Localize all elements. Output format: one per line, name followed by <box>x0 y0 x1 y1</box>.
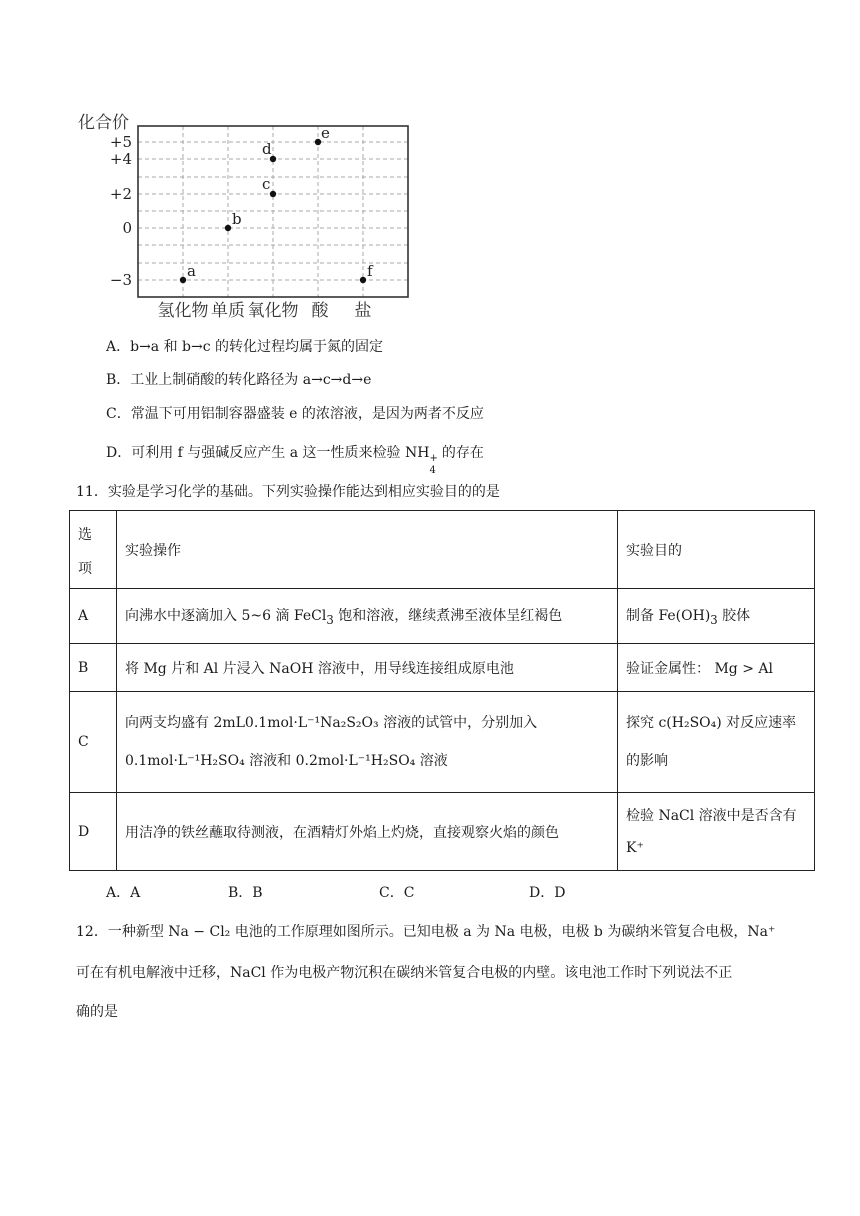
row-goal: 验证金属性： Mg > Al <box>618 644 815 692</box>
data-point-c <box>270 191 276 197</box>
goal-line: 检验 NaCl 溶液中是否含有 <box>626 807 797 824</box>
nh4-sub: 4 <box>429 465 436 476</box>
header-operation: 实验操作 <box>117 511 618 589</box>
row-key: A <box>70 589 117 644</box>
q10-option-b: B．工业上制硝酸的转化路径为 a→c→d→e <box>106 372 372 388</box>
goal-text: 制备 Fe(OH) <box>626 608 711 625</box>
goal-text: 胶体 <box>717 608 751 625</box>
nh4-sup: + <box>429 453 438 464</box>
q12-line2: 可在有机电解液中迁移，NaCl 作为电极产物沉积在碳纳米管复合电极的内壁。该电池工作时下列说法不正 <box>76 965 733 981</box>
q10-option-d-suffix: 的存在 <box>437 445 484 461</box>
row-operation <box>117 692 618 793</box>
q10-option-c: C．常温下可用铝制容器盛装 e 的浓溶液，是因为两者不反应 <box>106 406 484 422</box>
goal-line: 的影响 <box>626 753 668 769</box>
q11-stem: 11．实验是学习化学的基础。下列实验操作能达到相应实验目的的是 <box>76 484 500 500</box>
x-category-label: 氢化物 <box>157 301 209 321</box>
row-key: D <box>70 793 117 871</box>
op-text: 向沸水中逐滴加入 5~6 滴 FeCl <box>125 608 327 625</box>
q10-option-d <box>106 443 484 476</box>
x-category-label: 盐 <box>354 301 372 321</box>
table-row <box>70 793 815 871</box>
row-goal <box>618 793 815 871</box>
data-point-a <box>180 277 186 283</box>
x-category-label: 酸 <box>311 301 329 321</box>
answer-choice: A．A <box>106 885 141 901</box>
x-category-label: 单质 <box>211 301 245 321</box>
y-tick-label: 0 <box>122 219 132 237</box>
q10-option-a: A．b→a 和 b→c 的转化过程均属于氮的固定 <box>106 339 384 355</box>
table-row <box>70 589 815 644</box>
y-tick-label: −3 <box>109 271 132 289</box>
experiment-table <box>69 510 815 871</box>
table-row <box>70 644 815 692</box>
y-tick-label: +2 <box>109 185 132 203</box>
answer-choice: C．C <box>379 885 415 901</box>
header-goal: 实验目的 <box>618 511 815 589</box>
table-row <box>70 692 815 793</box>
x-category-label: 氧化物 <box>247 301 299 321</box>
op-sub: 3 <box>326 612 334 627</box>
data-point-b <box>225 225 231 231</box>
y-axis-label: 化合价 <box>78 113 129 133</box>
table-header-row <box>70 511 815 589</box>
goal-line: K⁺ <box>626 839 644 856</box>
row-key: C <box>70 692 117 793</box>
y-tick-label: +5 <box>109 133 132 151</box>
valence-chart <box>70 108 420 323</box>
header-option-line2: 项 <box>78 560 92 577</box>
q12-line1: 12．一种新型 Na − Cl₂ 电池的工作原理如图所示。已知电极 a 为 Na 电极，电极 b 为碳纳米管复合电极，Na⁺ <box>76 924 776 940</box>
op-line: 向两支均盛有 2mL0.1mol·L⁻¹Na₂S₂O₃ 溶液的试管中，分别加入 <box>125 715 538 731</box>
data-point-label: a <box>187 262 196 280</box>
q12-line3: 确的是 <box>76 1004 118 1020</box>
header-option <box>70 511 117 589</box>
y-tick-label: +4 <box>109 150 132 168</box>
data-point-label: b <box>232 210 242 228</box>
row-key: B <box>70 644 117 692</box>
row-operation <box>117 589 618 644</box>
goal-line: 探究 c(H₂SO₄) 对反应速率 <box>626 715 797 731</box>
data-point-f <box>360 277 366 283</box>
data-point-label: c <box>262 175 271 193</box>
row-goal <box>618 589 815 644</box>
data-point-label: e <box>321 124 330 142</box>
row-goal <box>618 692 815 793</box>
row-operation: 将 Mg 片和 Al 片浸入 NaOH 溶液中，用导线连接组成原电池 <box>117 644 618 692</box>
op-text: 饱和溶液，继续煮沸至液体呈红褐色 <box>333 608 563 625</box>
data-point-label: d <box>262 140 272 158</box>
header-option-line1: 选 <box>78 526 92 543</box>
data-point-label: f <box>367 262 373 280</box>
answer-choice: D．D <box>529 885 566 901</box>
row-operation: 用洁净的铁丝蘸取待测液，在酒精灯外焰上灼烧，直接观察火焰的颜色 <box>117 793 618 871</box>
op-line: 0.1mol·L⁻¹H₂SO₄ 溶液和 0.2mol·L⁻¹H₂SO₄ 溶液 <box>125 753 448 769</box>
answer-choice: B．B <box>228 885 263 901</box>
goal-sub: 3 <box>710 612 718 627</box>
q10-option-d-prefix: D．可利用 f 与强碱反应产生 a 这一性质来检验 NH <box>106 445 430 461</box>
